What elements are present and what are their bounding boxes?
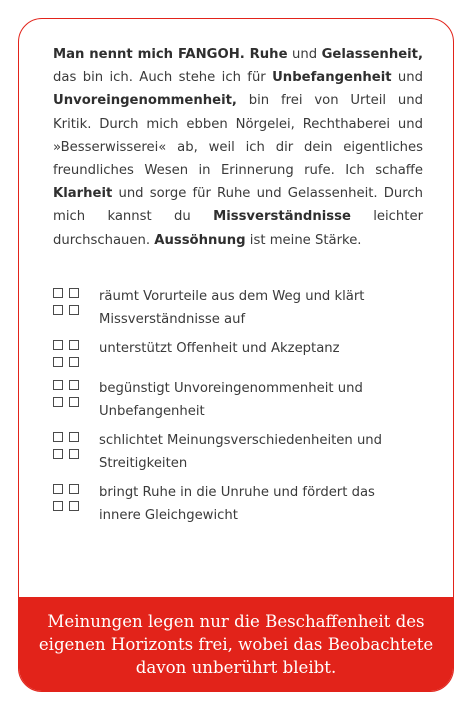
checkbox[interactable]	[53, 288, 63, 298]
intro-segment: das bin ich. Auch stehe ich für	[53, 70, 273, 86]
checkbox[interactable]	[69, 288, 79, 298]
list-item	[53, 285, 423, 331]
checkbox[interactable]	[53, 501, 63, 511]
quote-banner	[19, 597, 453, 691]
checkbox-grid-icon	[53, 380, 79, 407]
intro-segment: FANGOH	[177, 47, 240, 62]
intro-segment: Ruhe	[249, 47, 288, 62]
list-item-label: bringt Ruhe in die Unruhe und fördert das innere Gleichgewicht	[99, 485, 375, 523]
intro-segment: .	[239, 47, 250, 62]
checkbox-grid-icon	[53, 484, 79, 511]
checkbox[interactable]	[69, 501, 79, 511]
list-item	[53, 377, 423, 423]
checkbox-grid-icon	[53, 288, 79, 315]
checkbox[interactable]	[69, 449, 79, 459]
affirmation-card	[18, 18, 454, 692]
list-item-label: schlichtet Meinungsverschiedenheiten und Streitigkeiten	[99, 433, 383, 471]
quote-text: Meinungen legen nur die Beschaffenheit des eigenen Horizonts frei, wobei das Beobachtete davon unberührt bleibt.	[38, 611, 434, 677]
checkbox[interactable]	[69, 432, 79, 442]
checkbox-grid-icon	[53, 340, 79, 367]
intro-segment: und sorge für Ruhe und Gelassenheit. Durch mich kannst du	[53, 186, 423, 225]
intro-segment: leichter durchschauen.	[53, 209, 423, 248]
checkbox[interactable]	[69, 305, 79, 315]
checkbox[interactable]	[53, 357, 63, 367]
intro-segment: Man nennt mich	[53, 47, 178, 62]
list-item-label: räumt Vorurteile aus dem Weg und klärt Missverständnisse auf	[99, 289, 365, 327]
checkbox[interactable]	[53, 449, 63, 459]
checkbox[interactable]	[69, 357, 79, 367]
checkbox[interactable]	[53, 305, 63, 315]
intro-segment: ist meine Stärke.	[245, 232, 362, 248]
intro-segment: und	[391, 70, 423, 86]
checkbox[interactable]	[53, 432, 63, 442]
list-item-label: begünstigt Unvoreingenommenheit und Unbefangenheit	[99, 381, 363, 419]
checkbox[interactable]	[53, 397, 63, 407]
list-item	[53, 429, 423, 475]
checkbox[interactable]	[53, 340, 63, 350]
effect-list	[53, 285, 423, 527]
list-item	[53, 481, 423, 527]
intro-segment: und	[287, 47, 322, 62]
intro-segment: Aussöhnung	[154, 232, 246, 248]
intro-paragraph	[53, 43, 423, 252]
checkbox-grid-icon	[53, 432, 79, 459]
checkbox[interactable]	[53, 380, 63, 390]
intro-segment: Unbefangenheit	[272, 70, 392, 86]
list-item-label: unterstützt Offenheit und Akzeptanz	[99, 341, 340, 356]
intro-segment: Unvoreingenommenheit,	[53, 93, 237, 109]
checkbox[interactable]	[69, 397, 79, 407]
checkbox[interactable]	[69, 340, 79, 350]
intro-segment: bin frei von Urteil und Kritik. Durch mich ebben Nörgelei, Rechthaberei und »Besserwisserei« ab, weil ich dir dein eigentliches freundliches Wesen in Erinnerung rufe. Ich schaffe	[53, 93, 423, 179]
checkbox[interactable]	[69, 484, 79, 494]
intro-segment: Klarheit	[53, 186, 113, 202]
intro-segment: Gelassenheit,	[321, 47, 423, 62]
list-item	[53, 337, 423, 367]
checkbox[interactable]	[53, 484, 63, 494]
intro-segment: Missverständnisse	[213, 209, 351, 225]
checkbox[interactable]	[69, 380, 79, 390]
